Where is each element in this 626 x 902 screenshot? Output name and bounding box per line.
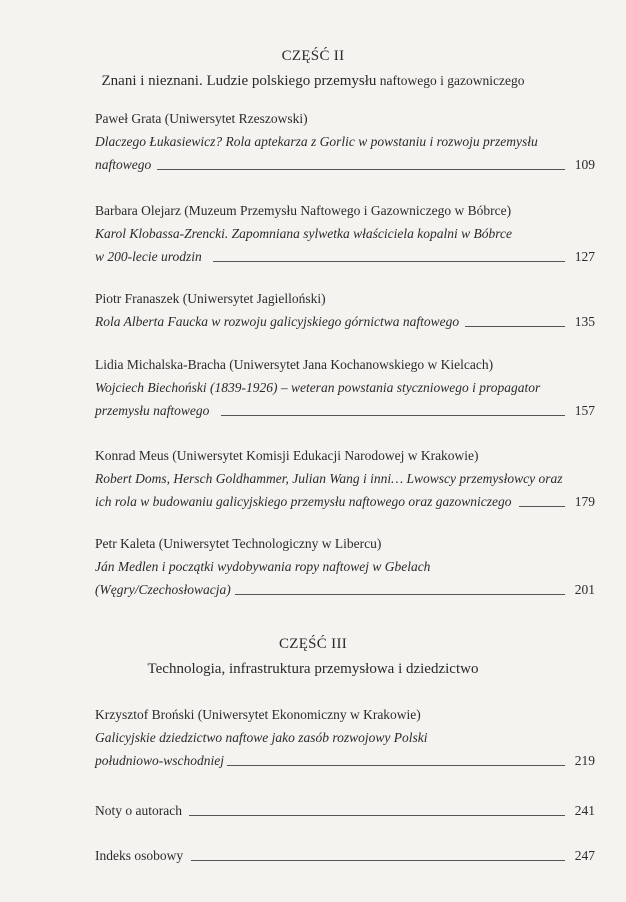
entry-title: Ján Medlen i początki wydobywania ropy naftowej w Gbelach bbox=[95, 559, 431, 574]
part-2-subtitle-small: naftowego i gazowniczego bbox=[376, 73, 525, 88]
toc-entry[interactable] bbox=[95, 199, 595, 268]
entry-title-line bbox=[95, 376, 595, 399]
entry-title-line bbox=[95, 726, 595, 749]
entry-label: Indeks osobowy bbox=[95, 848, 184, 863]
entry-title-line bbox=[95, 153, 595, 176]
entry-title: przemysłu naftowego bbox=[95, 403, 210, 418]
entry-page-number: 109 bbox=[574, 157, 595, 172]
part-2-subtitle-main: Znani i nieznani. Ludzie polskiego przemysłu bbox=[101, 73, 377, 89]
entry-affiliation: (Uniwersytet Komisji Edukacji Narodowej w Krakowie) bbox=[168, 448, 479, 463]
entry-author: Paweł Grata bbox=[95, 111, 162, 126]
dot-leader bbox=[213, 261, 565, 262]
entry-author: Petr Kaleta bbox=[95, 536, 156, 551]
entry-title: ich rola w budowaniu galicyjskiego przemysłu naftowego oraz gazowniczego bbox=[95, 494, 512, 509]
entry-page-number: 241 bbox=[574, 803, 595, 818]
entry-title: w 200-lecie urodzin bbox=[95, 249, 202, 264]
entry-title-line bbox=[95, 555, 595, 578]
entry-affiliation: (Uniwersytet Jagielloński) bbox=[179, 291, 326, 306]
entry-author-line bbox=[95, 532, 595, 555]
toc-entry[interactable] bbox=[95, 703, 595, 772]
entry-title: naftowego bbox=[95, 157, 152, 172]
entry-title-line bbox=[95, 310, 595, 333]
toc-entry[interactable] bbox=[95, 107, 595, 176]
dot-leader bbox=[191, 860, 565, 861]
entry-page-number: 127 bbox=[574, 249, 595, 264]
entry-title: (Węgry/Czechosłowacja) bbox=[95, 582, 231, 597]
toc-entry[interactable] bbox=[95, 444, 595, 513]
toc-entry-index[interactable] bbox=[95, 844, 595, 867]
entry-title: południowo-wschodniej bbox=[95, 753, 224, 768]
dot-leader bbox=[227, 765, 565, 766]
entry-title: Rola Alberta Faucka w rozwoju galicyjskiego górnictwa naftowego bbox=[95, 314, 460, 329]
entry-title-line bbox=[95, 490, 595, 513]
entry-author: Barbara Olejarz bbox=[95, 203, 181, 218]
entry-affiliation: (Uniwersytet Rzeszowski) bbox=[161, 111, 308, 126]
entry-author-line bbox=[95, 107, 595, 130]
entry-title: Robert Doms, Hersch Goldhammer, Julian Wang i inni… Lwowscy przemysłowcy oraz bbox=[95, 471, 563, 486]
entry-author-line bbox=[95, 199, 595, 222]
entry-author-line bbox=[95, 703, 595, 726]
entry-page-number: 219 bbox=[574, 753, 595, 768]
entry-author: Lidia Michalska-Bracha bbox=[95, 357, 226, 372]
dot-leader bbox=[157, 169, 565, 170]
entry-title: Dlaczego Łukasiewicz? Rola aptekarza z Gorlic w powstaniu i rozwoju przemysłu bbox=[95, 134, 538, 149]
part-3-heading: CZĘŚĆ III bbox=[278, 636, 348, 652]
toc-entry[interactable] bbox=[95, 287, 595, 333]
entry-author-line bbox=[95, 287, 595, 310]
dot-leader bbox=[465, 326, 565, 327]
entry-affiliation: (Uniwersytet Jana Kochanowskiego w Kielcach) bbox=[225, 357, 494, 372]
toc-entry-notes[interactable] bbox=[95, 799, 595, 822]
dot-leader bbox=[519, 506, 565, 507]
entry-page-number: 135 bbox=[574, 314, 595, 329]
toc-entry[interactable] bbox=[95, 353, 595, 422]
entry-affiliation: (Uniwersytet Ekonomiczny w Krakowie) bbox=[194, 707, 421, 722]
entry-page-number: 201 bbox=[574, 582, 595, 597]
entry-author: Konrad Meus bbox=[95, 448, 169, 463]
entry-title-line bbox=[95, 467, 595, 490]
entry-author-line bbox=[95, 444, 595, 467]
entry-label: Noty o autorach bbox=[95, 803, 182, 818]
entry-page-number: 247 bbox=[574, 848, 595, 863]
entry-title-line bbox=[95, 245, 595, 268]
entry-title: Galicyjskie dziedzictwo naftowe jako zasób rozwojowy Polski bbox=[95, 730, 428, 745]
dot-leader bbox=[189, 815, 565, 816]
entry-author-line bbox=[95, 353, 595, 376]
entry-affiliation: (Muzeum Przemysłu Naftowego i Gazowniczego w Bóbrce) bbox=[180, 203, 512, 218]
toc-entry[interactable] bbox=[95, 532, 595, 601]
entry-author: Piotr Franaszek bbox=[95, 291, 180, 306]
dot-leader bbox=[221, 415, 565, 416]
dot-leader bbox=[235, 594, 565, 595]
entry-title: Karol Klobassa-Zrencki. Zapomniana sylwetka właściciela kopalni w Bóbrce bbox=[95, 226, 512, 241]
part-3-subtitle: Technologia, infrastruktura przemysłowa i dziedzictwo bbox=[147, 661, 479, 677]
entry-page-number: 157 bbox=[574, 403, 595, 418]
entry-title-line bbox=[95, 749, 595, 772]
entry-title-line bbox=[95, 399, 595, 422]
part-2-subtitle bbox=[0, 73, 626, 90]
entry-page-number: 179 bbox=[574, 494, 595, 509]
entry-author: Krzysztof Broński bbox=[95, 707, 195, 722]
entry-affiliation: (Uniwersytet Technologiczny w Libercu) bbox=[155, 536, 382, 551]
entry-title-line bbox=[95, 222, 595, 245]
entry-title: Wojciech Biechoński (1839-1926) – weteran powstania styczniowego i propagator bbox=[95, 380, 541, 395]
entry-title-line bbox=[95, 130, 595, 153]
entry-title-line bbox=[95, 578, 595, 601]
part-2-heading: CZĘŚĆ II bbox=[281, 48, 345, 64]
